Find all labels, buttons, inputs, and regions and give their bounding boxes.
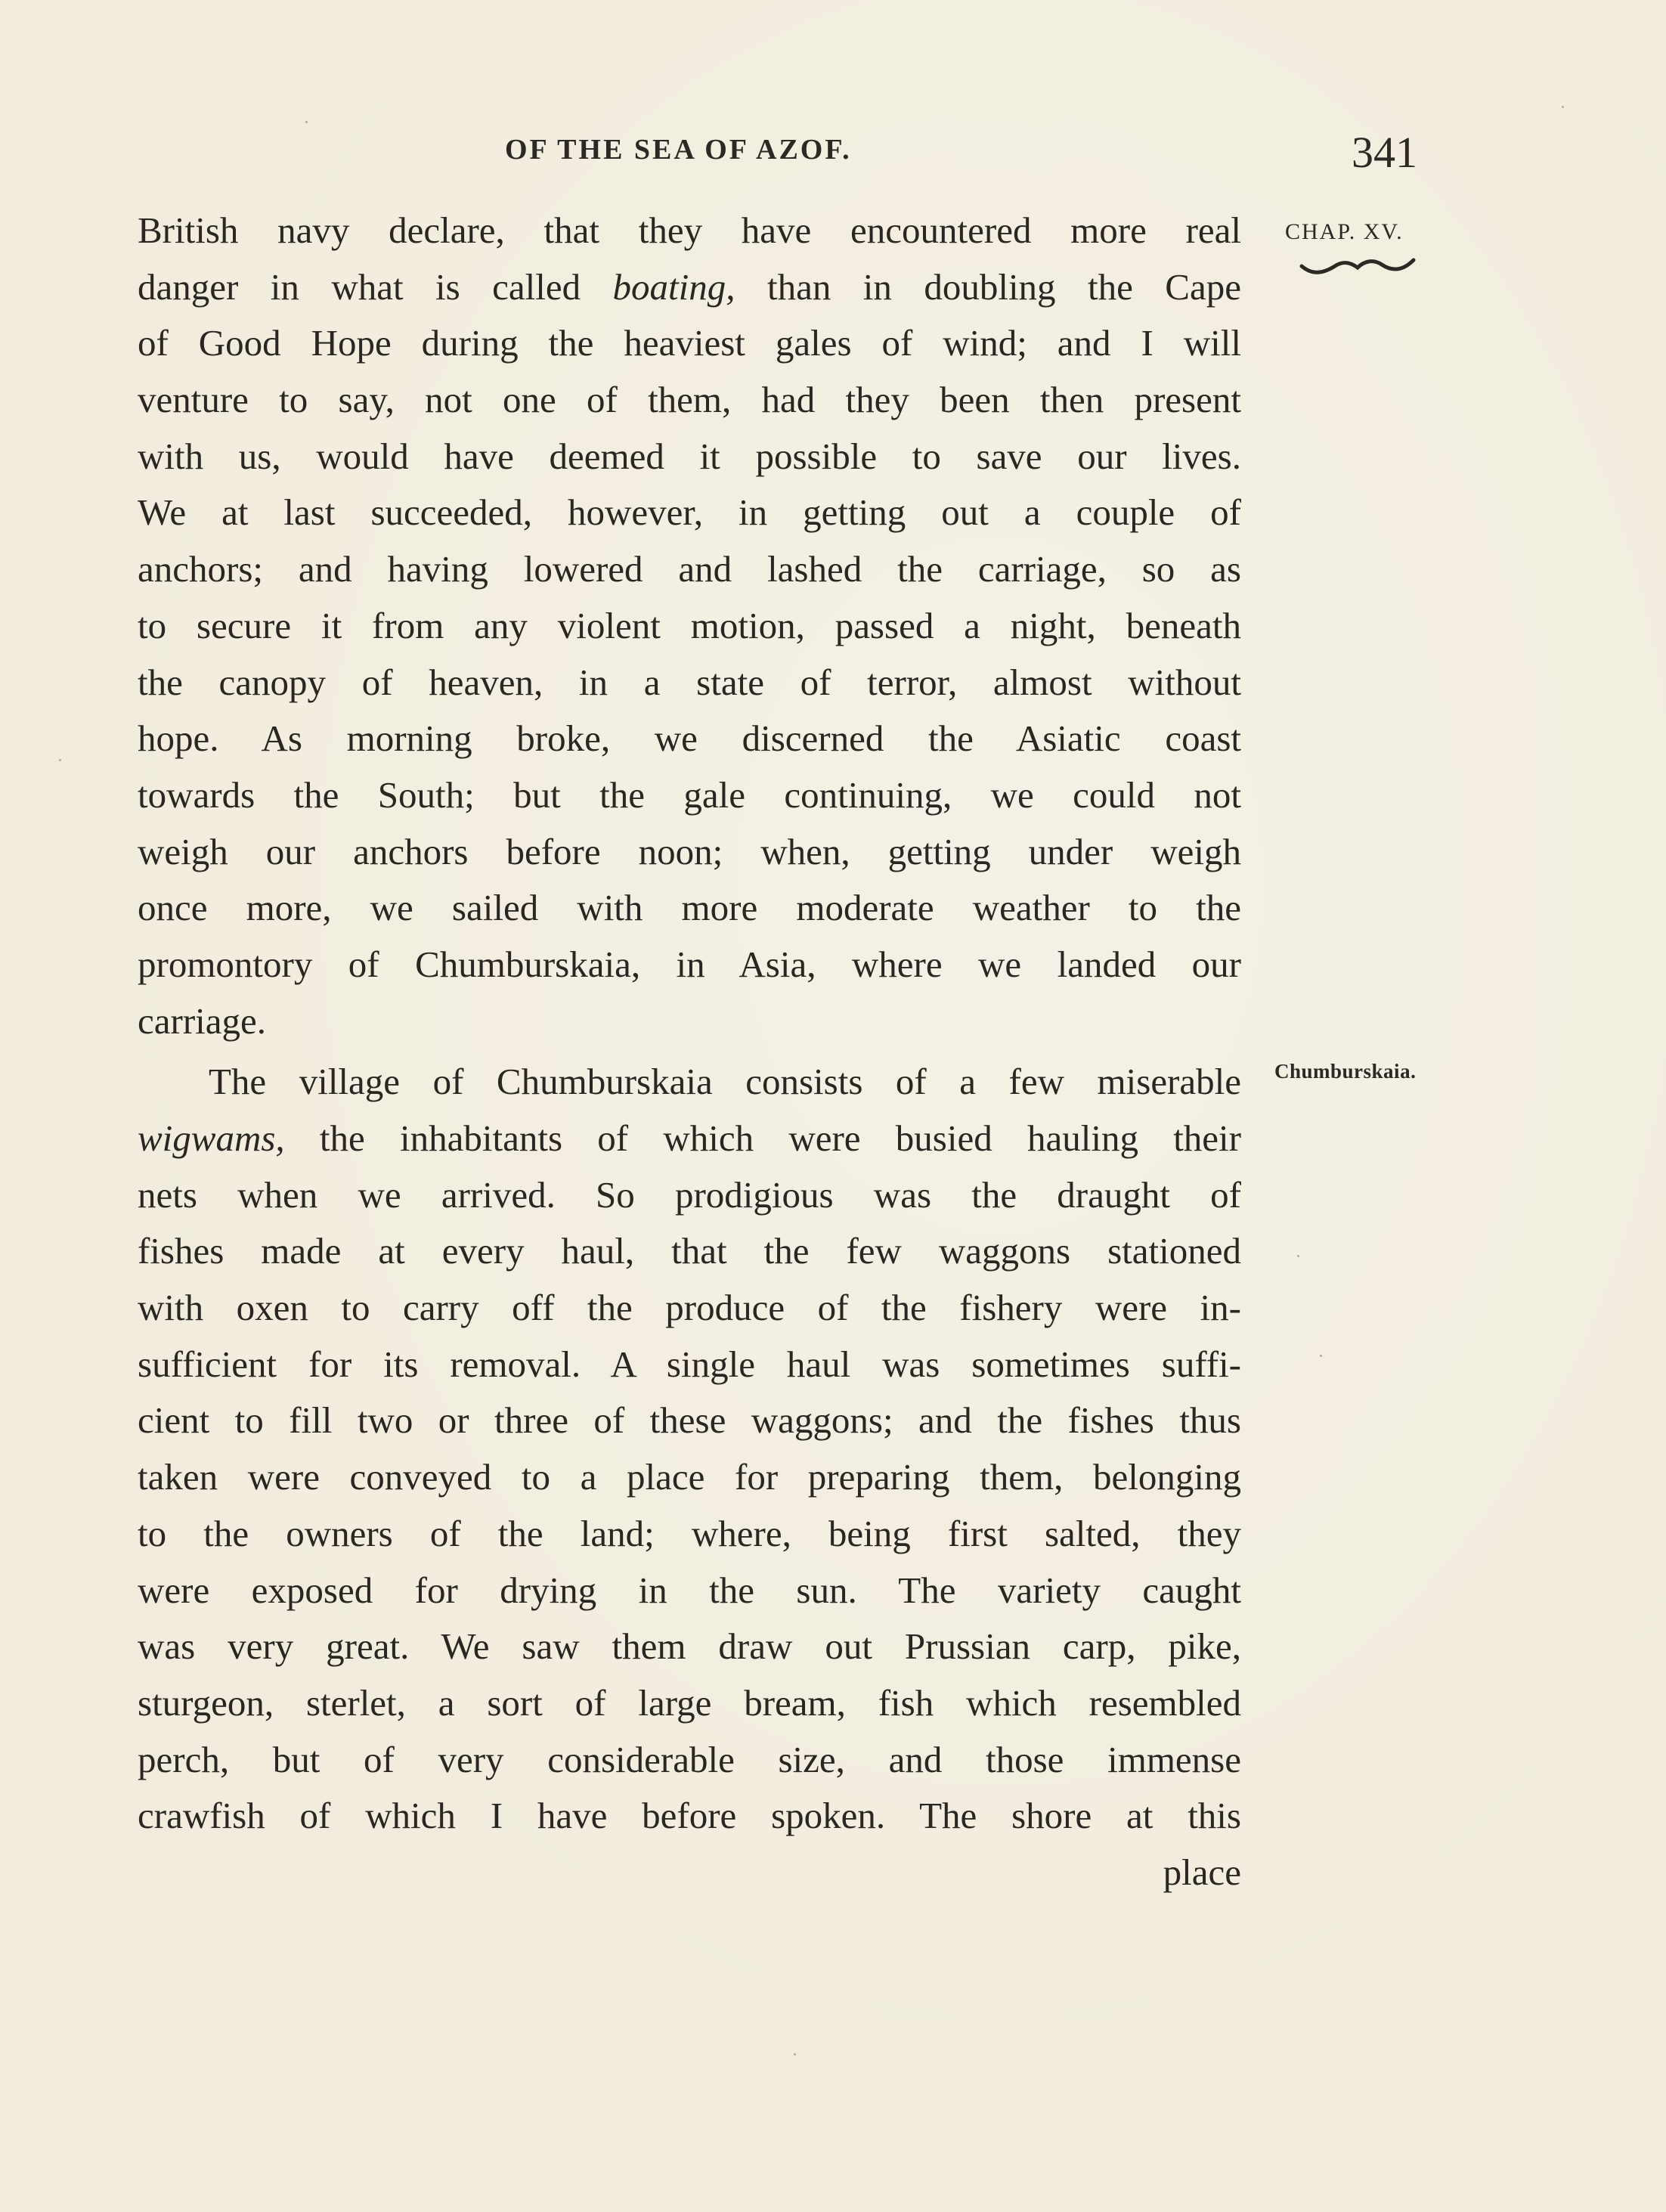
body-text bbox=[138, 203, 1241, 1901]
text-run: than in doubling the Cape bbox=[735, 265, 1241, 308]
text-line: towards the South; but the gale continuing, we could not bbox=[138, 773, 1241, 816]
text-line: cient to fill two or three of these waggons; and the fishes thus bbox=[138, 1399, 1241, 1442]
text-line: crawfish of which I have before spoken. The shore at this bbox=[138, 1795, 1241, 1837]
text-run: danger in what is called bbox=[138, 265, 613, 308]
text-line: fishes made at every haul, that the few waggons stationed bbox=[138, 1230, 1241, 1272]
text-line: were exposed for drying in the sun. The variety caught bbox=[138, 1569, 1241, 1611]
text-line: venture to say, not one of them, had they been then present bbox=[138, 379, 1241, 421]
text-line: promontory of Chumburskaia, in Asia, where we landed our bbox=[138, 943, 1241, 985]
text-line: with oxen to carry off the produce of the fishery were in- bbox=[138, 1287, 1241, 1329]
text-line: to the owners of the land; where, being first salted, they bbox=[138, 1512, 1241, 1554]
flourish-ornament bbox=[1297, 256, 1418, 283]
text-line: carriage. bbox=[138, 999, 266, 1042]
paper-speck bbox=[1297, 1255, 1299, 1257]
text-line bbox=[138, 1111, 1241, 1167]
text-run: the inhabitants of which were busied hauling their bbox=[284, 1117, 1241, 1159]
text-line: with us, would have deemed it possible to save our lives. bbox=[138, 435, 1241, 477]
text-line: sturgeon, sterlet, a sort of large bream, fish which resembled bbox=[138, 1681, 1241, 1724]
text-line: taken were conveyed to a place for preparing them, belonging bbox=[138, 1456, 1241, 1498]
text-line: was very great. We saw them draw out Prussian carp, pike, bbox=[138, 1625, 1241, 1668]
paragraph-first-line: The village of Chumburskaia consists of a few miserable bbox=[209, 1061, 1241, 1103]
italic-term: wigwams, bbox=[138, 1117, 285, 1159]
page-number: 341 bbox=[1352, 128, 1417, 177]
italic-term: boating, bbox=[612, 265, 735, 308]
text-line: to secure it from any violent motion, passed a night, beneath bbox=[138, 604, 1241, 646]
text-line: British navy declare, that they have encountered more real bbox=[138, 209, 1241, 251]
text-line: hope. As morning broke, we discerned the Asiatic coast bbox=[138, 717, 1241, 760]
paper-speck bbox=[305, 121, 308, 123]
text-line: anchors; and having lowered and lashed the carriage, so as bbox=[138, 548, 1241, 590]
running-title: OF THE SEA OF AZOF. bbox=[505, 134, 852, 166]
paper-speck bbox=[1562, 106, 1564, 108]
text-line: We at last succeeded, however, in getting out a couple of bbox=[138, 491, 1241, 534]
paper-speck bbox=[1320, 1355, 1322, 1357]
paper-speck bbox=[794, 2053, 796, 2056]
text-line: weigh our anchors before noon; when, getting under weigh bbox=[138, 830, 1241, 872]
margin-note-chumburskaia: Chumburskaia. bbox=[1274, 1060, 1417, 1083]
text-line: once more, we sailed with more moderate weather to the bbox=[138, 887, 1241, 929]
chapter-marker: CHAP. XV. bbox=[1285, 219, 1404, 244]
text-line: sufficient for its removal. A single haul was sometimes suffi- bbox=[138, 1343, 1241, 1385]
text-line: of Good Hope during the heaviest gales of wind; and I will bbox=[138, 322, 1241, 364]
text-line: perch, but of very considerable size, and those immense bbox=[138, 1738, 1241, 1780]
text-line: nets when we arrived. So prodigious was the draught of bbox=[138, 1173, 1241, 1216]
catchword: place bbox=[1163, 1851, 1241, 1893]
paper-speck bbox=[59, 759, 61, 761]
text-line: the canopy of heaven, in a state of terror, almost without bbox=[138, 661, 1241, 703]
text-line bbox=[138, 259, 1241, 316]
